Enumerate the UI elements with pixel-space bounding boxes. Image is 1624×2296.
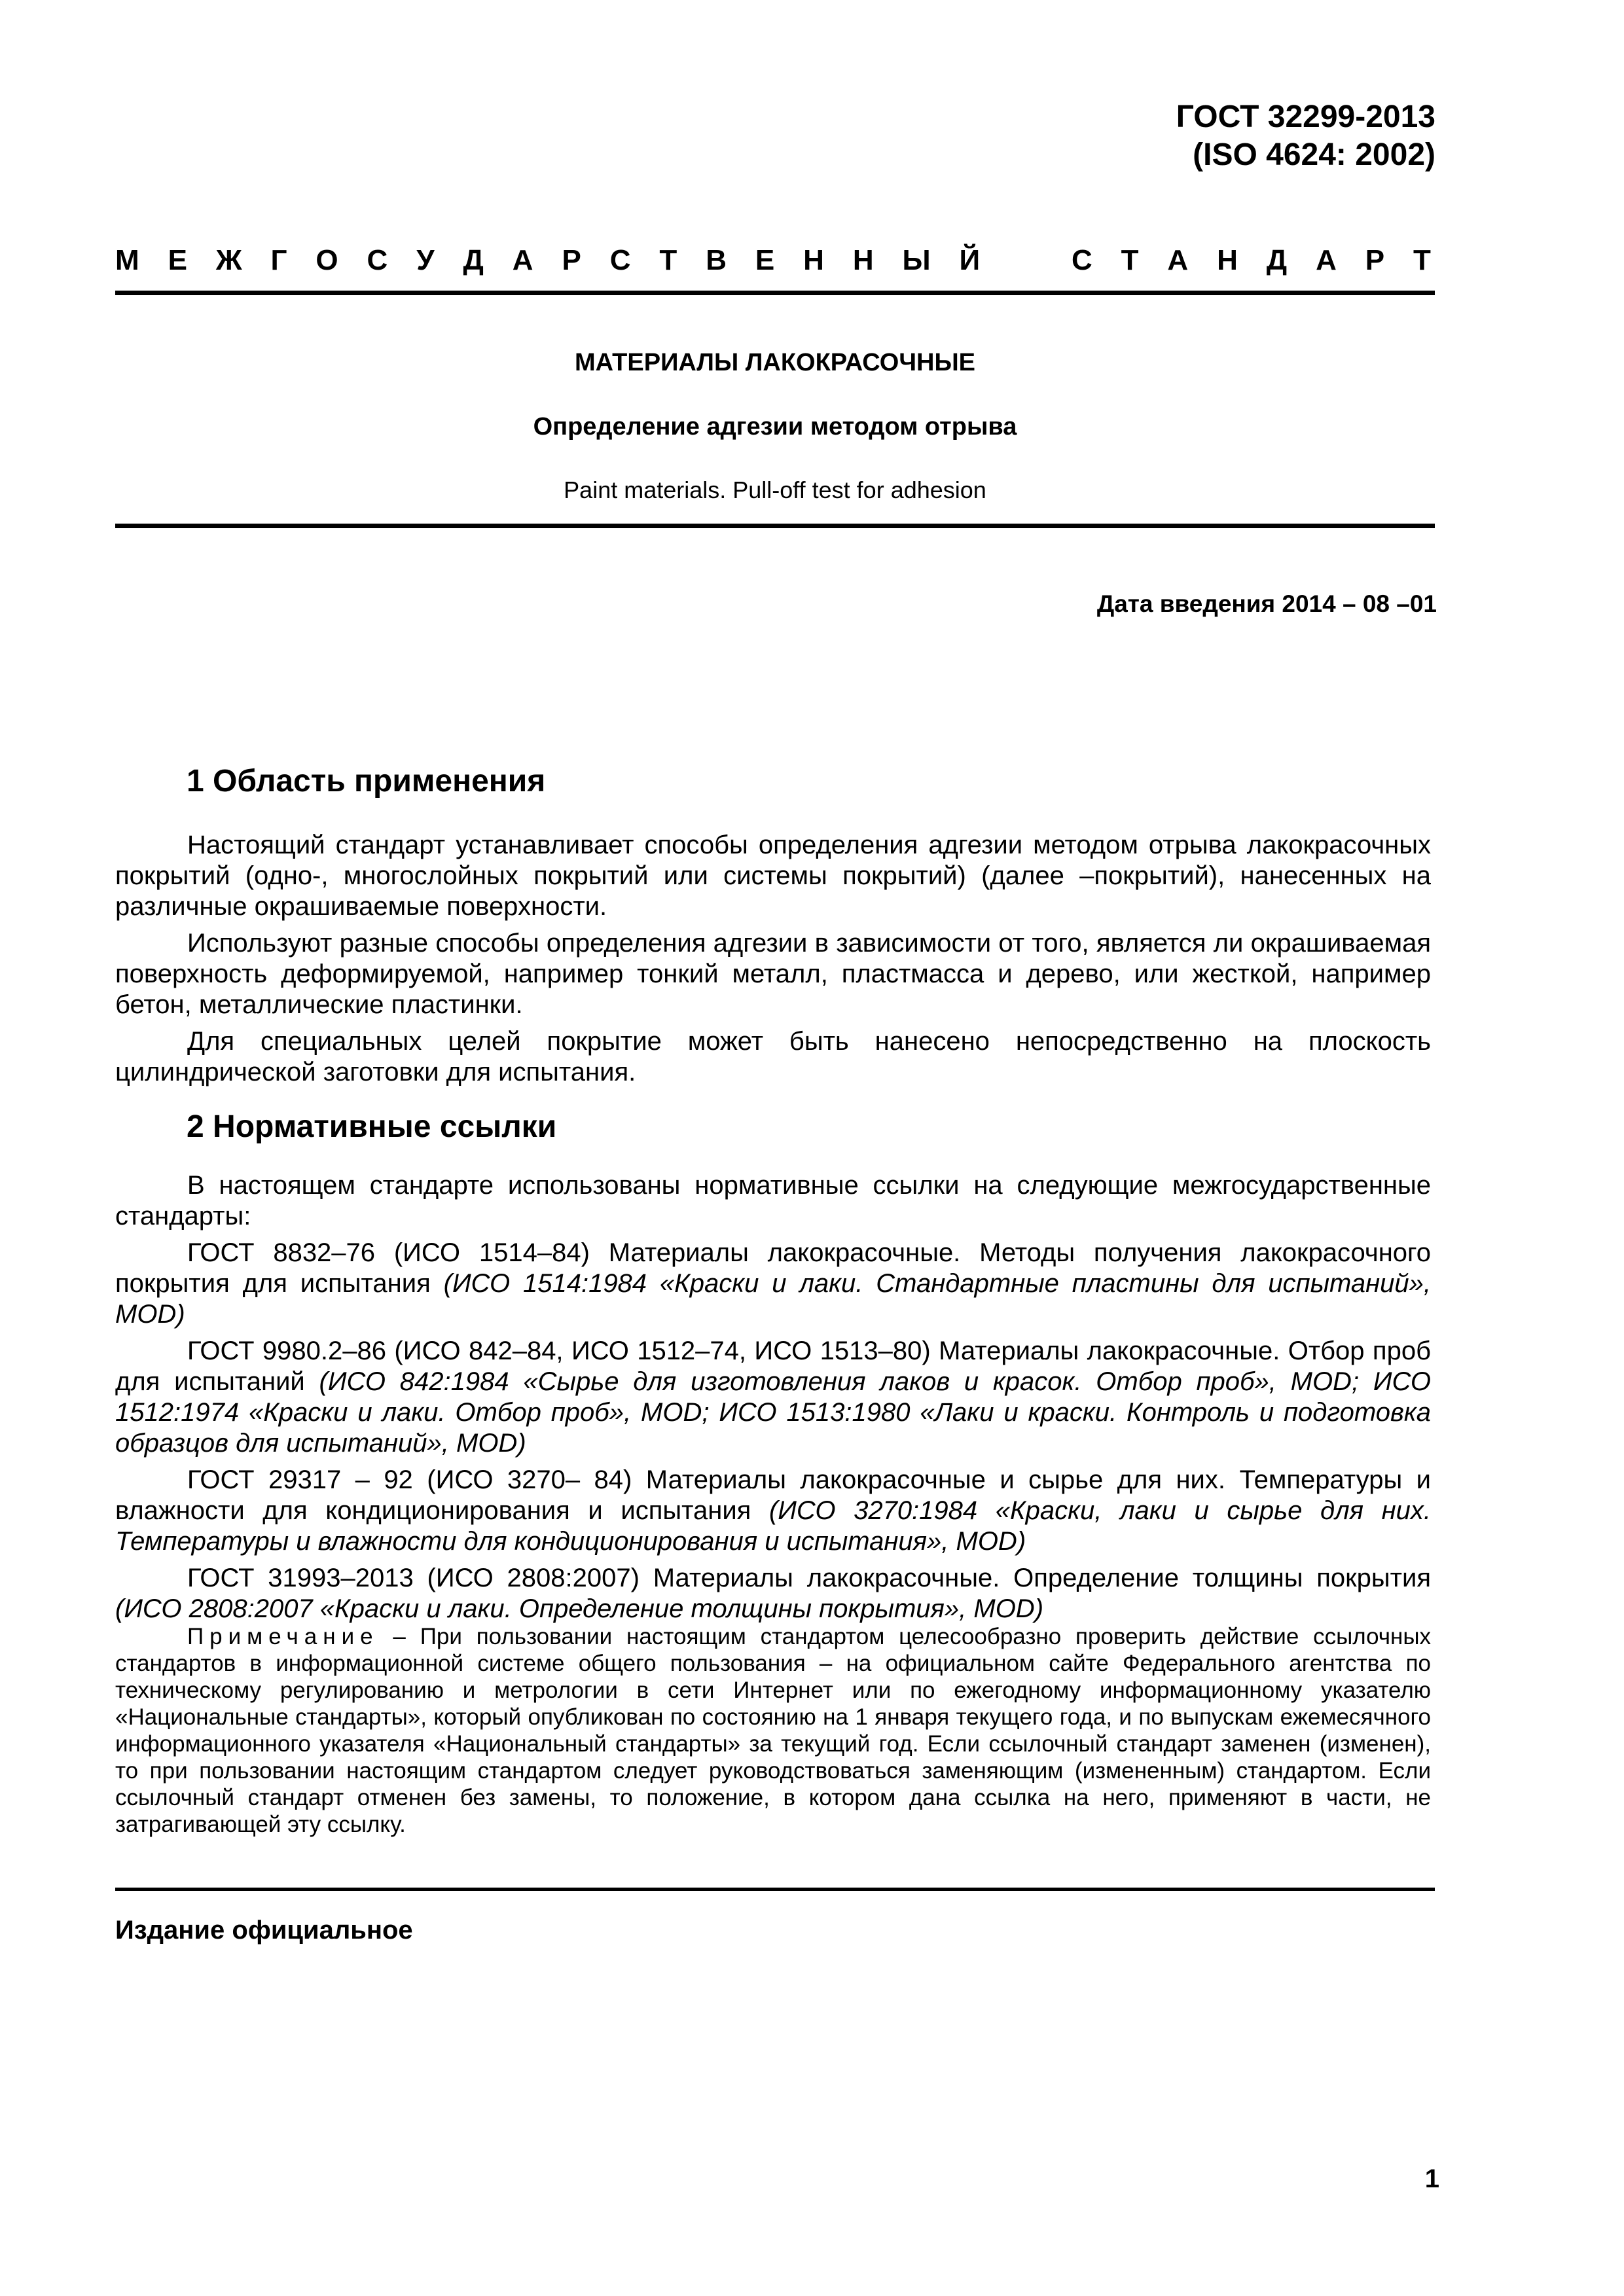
note-block xyxy=(115,1623,1431,1838)
section-2-heading: 2 Нормативные ссылки xyxy=(187,1109,557,1144)
standard-type-letter: Е xyxy=(168,244,187,276)
page-number: 1 xyxy=(1424,2164,1439,2193)
reference-item xyxy=(115,1238,1431,1330)
reference-iso-equivalent: (ИСО 2808:2007 «Краски и лаки. Определение толщины покрытия», MOD) xyxy=(115,1594,1044,1623)
standard-type-heading xyxy=(115,243,1431,278)
title-divider xyxy=(115,524,1435,528)
standard-type-letter: Д xyxy=(1266,244,1288,276)
note-text: – При пользовании настоящим стандартом целесообразно проверить действие ссылочных стандартов в информационной системе общего пользования – на официальном сайте Федерального агентства по техническому регулированию и метрологии в сети Интернет или по ежегодному информационному указателю «Национальные стандарты», который опубликован по состоянию на 1 января текущего года, и по выпускам ежемесячного информационного указателя «Национальный стандарты» за текущий год. Если ссылочный стандарт заменен (изменен), то при пользовании настоящим стандартом следует руководствоваться заменяющим (измененным) стандартом. Если ссылочный стандарт отменен без замены, то положение, в котором дана ссылка на него, применяют в части, не затрагивающей эту ссылку. xyxy=(115,1624,1431,1837)
standard-type-letter: Т xyxy=(1413,244,1431,276)
gost-number: ГОСТ 32299-2013 xyxy=(1176,99,1435,134)
standard-type-letter: Н xyxy=(852,244,874,276)
english-title: Paint materials. Pull-off test for adhesion xyxy=(564,476,986,503)
document-title: МАТЕРИАЛЫ ЛАКОКРАСОЧНЫЕ xyxy=(574,349,976,376)
note-label: Примечание xyxy=(187,1624,379,1649)
note-paragraph xyxy=(115,1623,1431,1838)
standard-type-letter: Р xyxy=(1365,244,1385,276)
standard-type-letter: Н xyxy=(803,244,824,276)
paragraph: В настоящем стандарте использованы нормативные ссылки на следующие межгосударственные стандарты: xyxy=(115,1171,1431,1230)
standard-type-letter: Й xyxy=(959,244,981,276)
reference-text: ГОСТ 9980.2–86 (ИСО 842–84, ИСО 1512–74, ИСО 1513–80) Материалы лакокрасочные. Отбор проб для испытаний xyxy=(115,1336,1431,1396)
standard-type-letter: С xyxy=(1071,244,1092,276)
reference-item xyxy=(115,1336,1431,1459)
reference-item xyxy=(115,1465,1431,1557)
standard-type-letter: С xyxy=(367,244,388,276)
standard-type-letter: М xyxy=(115,244,139,276)
paragraph: Настоящий стандарт устанавливает способы определения адгезии методом отрыва лакокрасочных покрытий (одно-, многослойных покрытий или системы покрытий) (далее –покрытий), нанесенных на различные окрашиваемые поверхности. xyxy=(115,831,1431,921)
reference-text: ГОСТ 8832–76 (ИСО 1514–84) Материалы лакокрасочные. Методы получения лакокрасочного покрытия для испытания xyxy=(115,1238,1431,1298)
standard-type-letter: А xyxy=(1316,244,1337,276)
reference-iso-equivalent: (ИСО 1514:1984 «Краски и лаки. Стандартные пластины для испытаний», MOD) xyxy=(115,1269,1431,1329)
standard-type-letter: Н xyxy=(1217,244,1238,276)
header-divider xyxy=(115,291,1435,295)
standard-type-letter: А xyxy=(512,244,533,276)
standard-type-letter: А xyxy=(1167,244,1189,276)
paragraph: Используют разные способы определения адгезии в зависимости от того, является ли окрашиваемая поверхность деформируемой, например тонкий металл, пластмасса и дерево, или жесткой, например бетон, металлические пластинки. xyxy=(115,929,1431,1019)
standard-type-letter: Д xyxy=(463,244,484,276)
official-edition-label: Издание официальное xyxy=(115,1916,413,1945)
standard-type-letter: Т xyxy=(1121,244,1139,276)
reference-iso-equivalent: (ИСО 3270:1984 «Краски, лаки и сырье для них. Температуры и влажности для кондиционирования и испытания», MOD) xyxy=(115,1496,1431,1556)
paragraph: Для специальных целей покрытие может быть нанесено непосредственно на плоскость цилиндрической заготовки для испытания. xyxy=(115,1027,1431,1086)
document-designation xyxy=(1176,98,1435,174)
reference-text: ГОСТ 31993–2013 (ИСО 2808:2007) Материалы лакокрасочные. Определение толщины покрытия xyxy=(187,1564,1431,1592)
standard-type-letter: Е xyxy=(755,244,775,276)
document-subtitle: Определение адгезии методом отрыва xyxy=(533,413,1017,440)
section-2-body xyxy=(115,1170,1431,1630)
standard-type-letter: С xyxy=(609,244,631,276)
standard-type-letter: Ы xyxy=(902,244,931,276)
standard-type-letter: Ж xyxy=(215,244,242,276)
reference-text: ГОСТ 29317 – 92 (ИСО 3270– 84) Материалы лакокрасочные и сырье для них. Температуры и влажности для кондиционирования и испытания xyxy=(115,1465,1431,1525)
introduction-date: Дата введения 2014 – 08 –01 xyxy=(1096,590,1437,617)
standard-type-letter: У xyxy=(416,244,435,276)
section-1-heading: 1 Область применения xyxy=(187,764,546,798)
standard-type-letter: Г xyxy=(270,244,287,276)
reference-iso-equivalent: (ИСО 842:1984 «Сырье для изготовления лаков и красок. Отбор проб», MOD; ИСО 1512:1974 «Краски и лаки. Отбор проб», MOD; ИСО 1513:1980 «Лаки и краски. Контроль и подготовка образцов для испытаний», MOD) xyxy=(115,1367,1431,1458)
standard-type-letter: Р xyxy=(562,244,581,276)
standard-type-letter: В xyxy=(706,244,727,276)
footer-divider xyxy=(115,1888,1435,1891)
standard-type-letter: Т xyxy=(659,244,677,276)
section-1-body xyxy=(115,830,1431,1094)
standard-type-letter: О xyxy=(316,244,338,276)
reference-item xyxy=(115,1563,1431,1624)
iso-number: (ISO 4624: 2002) xyxy=(1193,137,1435,172)
word-gap xyxy=(1009,243,1043,278)
